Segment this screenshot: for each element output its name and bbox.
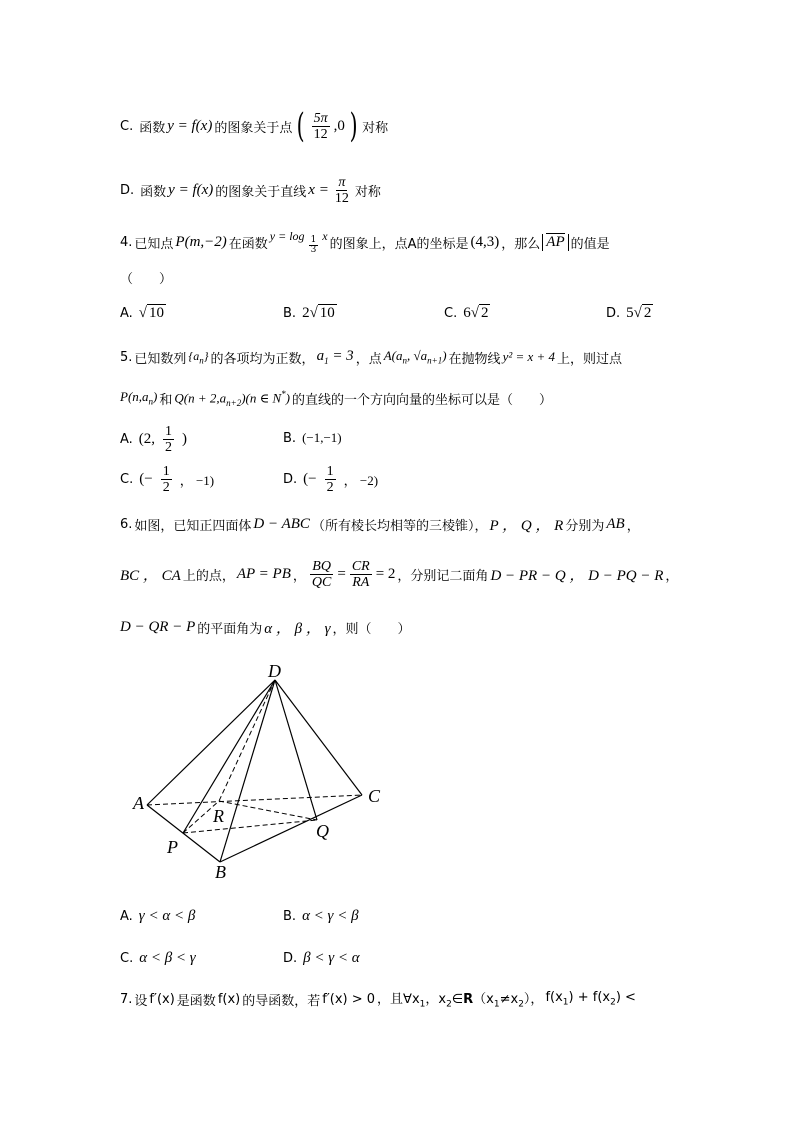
base-numerator: 1 — [310, 235, 317, 245]
question-text: （所有棱长均相等的三棱锥）， — [311, 518, 488, 534]
option-label: B. — [283, 909, 297, 924]
a1-symbol: a — [316, 348, 325, 364]
point-q-close: ) — [285, 389, 291, 405]
text: ) < — [615, 990, 636, 1006]
fraction — [161, 464, 172, 495]
option-text: 对称 — [362, 120, 389, 136]
option-value: (−1,−1) — [302, 430, 342, 445]
edge-ab — [147, 805, 220, 862]
segment-ab: AB — [606, 515, 625, 532]
base-denominator: 3 — [310, 245, 317, 255]
text: f(x — [545, 990, 563, 1006]
point-a-close: ) — [442, 348, 447, 364]
option-label: D. — [120, 182, 135, 198]
option-label: B. — [283, 430, 297, 446]
fraction-numerator: 5π — [313, 110, 328, 126]
q4-option-a[interactable] — [120, 305, 166, 322]
option-label: D. — [283, 472, 298, 487]
function-expr: y = f(x) — [168, 181, 214, 198]
point-a-open: A(a — [383, 348, 403, 364]
q5-stem-line1 — [120, 344, 622, 370]
point-q-expr — [174, 389, 290, 408]
label-r: R — [213, 806, 224, 826]
question-text: 如图，已知正四面体 — [134, 518, 252, 534]
radicand: 2 — [480, 305, 489, 321]
fraction-denominator: 2 — [165, 440, 173, 455]
solid-expr: D − ABC — [253, 515, 310, 532]
condition-expr: f′(x) > 0 — [322, 991, 376, 1007]
q4-option-d[interactable] — [606, 305, 653, 322]
text: ) + f(x — [568, 990, 611, 1006]
option-label: C. — [120, 951, 134, 966]
point-a: (4,3) — [470, 233, 500, 250]
q6-stem-line1 — [120, 512, 640, 536]
log-base — [309, 236, 319, 255]
text: ≠x — [499, 992, 519, 1008]
coefficient: 5 — [626, 305, 634, 321]
option-label: C. — [120, 472, 134, 487]
option-value-post: ， −2) — [343, 473, 379, 488]
punctuation: ， — [665, 568, 679, 584]
fraction-denominator: 2 — [326, 480, 334, 495]
option-value: √ 10 — [138, 305, 165, 321]
q5-option-a[interactable] — [120, 424, 187, 455]
fraction-denominator: QC — [311, 574, 332, 590]
label-p: P — [167, 837, 178, 857]
q4-option-c[interactable] — [444, 305, 490, 322]
log-function: y = log — [269, 229, 305, 243]
fraction-cr-ra — [350, 559, 372, 590]
q6-stem-line2 — [120, 554, 678, 594]
option-value-post: ) — [182, 431, 188, 447]
question-text: 已知数列 — [134, 351, 187, 367]
fraction-numerator: 1 — [165, 424, 173, 439]
fraction-numerator: BQ — [312, 558, 331, 574]
point-q-sub: n+2 — [226, 397, 242, 408]
radicand: 10 — [149, 305, 165, 321]
option-label: D. — [283, 951, 298, 966]
sequence-close: } — [203, 348, 209, 363]
point-q-open: Q(n + 2,a — [174, 389, 227, 405]
option-value: γ < α < β — [138, 908, 196, 924]
points-expr: P ， Q ， R — [489, 517, 564, 534]
option-text: 的图象关于直线 — [215, 184, 307, 200]
question-text: 在函数 — [228, 236, 268, 252]
segments-expr: BC ， CA — [120, 567, 181, 584]
q6-stem-line3 — [120, 615, 411, 639]
label-a: A — [133, 793, 144, 813]
question-text: ，点 — [355, 351, 382, 367]
question-text: 的图象上，点A的坐标是 — [329, 236, 469, 252]
option-label: C. — [120, 118, 134, 134]
option-text: 的图象关于点 — [214, 120, 293, 136]
ratio-value: = 2 — [375, 565, 396, 582]
sequence — [188, 349, 208, 365]
option-label: A. — [120, 432, 133, 447]
point-a-sub2: n+1 — [427, 355, 443, 366]
point-q-domain: )(n ∈ N — [241, 389, 282, 405]
question-number: 4. — [120, 234, 133, 250]
q6-option-c[interactable] — [120, 950, 196, 967]
q6-option-b[interactable] — [283, 908, 359, 925]
question-number: 7. — [120, 991, 133, 1007]
option-value-pre: (− — [303, 471, 317, 487]
option-value: β < γ < α — [303, 950, 360, 966]
fraction-numerator: 1 — [326, 464, 334, 479]
text: ，x — [425, 992, 447, 1008]
derivative-expr: f′(x) — [149, 991, 175, 1007]
point-tail: ,0 — [333, 117, 345, 134]
q5-option-b[interactable] — [283, 430, 342, 446]
point-a-expr — [384, 348, 447, 366]
left-paren: ( — [297, 106, 305, 146]
log-argument: x — [322, 229, 328, 243]
fraction — [312, 111, 330, 142]
fraction — [325, 464, 336, 495]
question-text: 的平面角为 — [197, 621, 263, 637]
radicand: 10 — [319, 305, 335, 321]
vector-ap: AP — [546, 233, 565, 250]
sequence-open: {a — [188, 348, 200, 363]
option-label: C. — [444, 306, 458, 321]
option-value: 5√ 2 — [626, 305, 652, 321]
label-d: D — [268, 661, 281, 681]
question-number: 6. — [120, 516, 133, 532]
text: ）， — [523, 992, 544, 1008]
option-value: α < γ < β — [302, 908, 359, 924]
q4-stem-line1 — [120, 229, 610, 255]
text: （x — [473, 992, 494, 1008]
edge-dc — [275, 680, 362, 795]
fraction-numerator: π — [338, 174, 346, 190]
option-value-pre: (2, — [138, 431, 156, 447]
option-value-pre: (− — [139, 471, 153, 487]
point-a-mid: , √a — [406, 348, 428, 364]
fraction-bq-qc — [310, 559, 333, 590]
option-label: D. — [606, 306, 621, 321]
question-text: ，则（ ） — [332, 621, 411, 637]
point-q-sup: * — [281, 388, 286, 399]
option-value-post: ， −1) — [179, 473, 215, 488]
punctuation: ， — [626, 518, 640, 534]
equality-expr: AP = PB — [236, 565, 291, 582]
edge-pq-hidden — [183, 820, 317, 833]
sequence-sub: n — [199, 355, 204, 366]
q5-stem-line2 — [120, 386, 552, 410]
question-text: 上的点， — [182, 568, 235, 584]
equals: = — [337, 565, 346, 582]
a1-sub: 1 — [324, 356, 329, 366]
fraction — [333, 175, 351, 206]
question-text: 是函数 — [176, 993, 216, 1009]
q3-option-c — [120, 104, 388, 148]
a1-expr — [317, 348, 354, 366]
question-text: 的直线的一个方向向量的坐标可以是（ ） — [292, 392, 553, 408]
coefficient: 6 — [463, 305, 471, 321]
punctuation: ， — [292, 568, 306, 584]
sub: 1 — [562, 997, 569, 1008]
q5-option-c[interactable] — [120, 464, 214, 495]
label-q: Q — [316, 821, 329, 841]
option-value: 6√ 2 — [463, 305, 489, 321]
option-text: 函数 — [140, 184, 167, 200]
question-text: 的各项均为正数， — [210, 351, 315, 367]
question-text: 的值是 — [570, 236, 610, 252]
option-value: α < β < γ — [139, 950, 196, 966]
option-label: A. — [120, 306, 133, 321]
q5-option-d[interactable] — [283, 464, 378, 495]
label-b: B — [215, 862, 226, 882]
function-expr: y = f(x) — [167, 117, 213, 134]
answer-paren: （ ） — [120, 272, 173, 287]
sub: 1 — [493, 999, 500, 1010]
question-text: 上，则过点 — [557, 351, 623, 367]
right-paren: ) — [349, 106, 358, 146]
line-lhs: x = — [308, 181, 329, 198]
point-a-sub: n — [402, 355, 407, 366]
option-label: A. — [120, 909, 133, 924]
function-expr: f(x) — [217, 991, 241, 1007]
dihedral-expr: D − PR − Q ， D − PQ − R — [490, 567, 664, 584]
question-text: ，分别记二面角 — [397, 568, 489, 584]
fraction-denominator: 12 — [334, 190, 349, 206]
parabola-expr: y² = x + 4 — [502, 349, 556, 364]
forall-expr — [377, 988, 543, 1010]
option-label: B. — [283, 306, 297, 321]
edge-ac-hidden — [147, 795, 362, 805]
q6-option-a[interactable] — [120, 908, 195, 925]
fraction-numerator: 1 — [162, 464, 170, 479]
question-text: 设 — [134, 993, 148, 1009]
point-p: P(m,−2) — [175, 233, 227, 250]
q4-option-b[interactable] — [283, 305, 337, 322]
question-text: 分别为 — [565, 518, 605, 534]
vector-magnitude — [542, 234, 568, 251]
coefficient: 2 — [302, 305, 310, 321]
question-text: ，那么 — [501, 236, 541, 252]
point-p-close: ) — [153, 389, 158, 405]
reals-symbol: R — [463, 992, 474, 1008]
option-value: 2√ 10 — [302, 305, 335, 321]
fraction-denominator: RA — [352, 574, 370, 590]
question-text: 的导函数，若 — [242, 993, 321, 1009]
sub: 2 — [518, 999, 524, 1010]
dihedral-expr: D − QR − P — [120, 618, 196, 635]
sub: 2 — [446, 999, 452, 1010]
angles-expr: α ， β ， γ — [264, 620, 331, 637]
fraction-denominator: 12 — [313, 126, 328, 142]
label-c: C — [368, 786, 381, 806]
edge-dq — [275, 680, 317, 820]
fraction — [163, 424, 174, 455]
question-number: 5. — [120, 349, 133, 365]
radicand: 2 — [643, 305, 652, 321]
text: ，且∀x — [377, 992, 420, 1008]
a1-value: = 3 — [328, 348, 354, 364]
sum-expr — [545, 990, 636, 1008]
q7-stem-line1 — [120, 988, 636, 1010]
point-p-expr — [120, 389, 157, 407]
tetrahedron-figure — [125, 655, 395, 890]
question-text: 已知点 — [134, 236, 174, 252]
point-p-sub: n — [148, 396, 154, 407]
option-text: 对称 — [354, 184, 381, 200]
q4-paren-line — [120, 268, 172, 287]
sub: 2 — [610, 997, 616, 1008]
option-text: 函数 — [139, 120, 166, 136]
edge-dr-hidden — [219, 680, 275, 801]
text: ∈ — [451, 992, 464, 1008]
fraction-numerator: CR — [351, 558, 370, 574]
q3-option-d — [120, 170, 381, 210]
point-p-open: P(n,a — [120, 389, 149, 405]
sub: 1 — [419, 999, 426, 1010]
q6-option-d[interactable] — [283, 950, 360, 967]
question-text: 和 — [159, 392, 173, 408]
fraction-denominator: 2 — [162, 480, 170, 495]
edge-bc — [220, 795, 362, 862]
question-text: 在抛物线 — [448, 351, 501, 367]
